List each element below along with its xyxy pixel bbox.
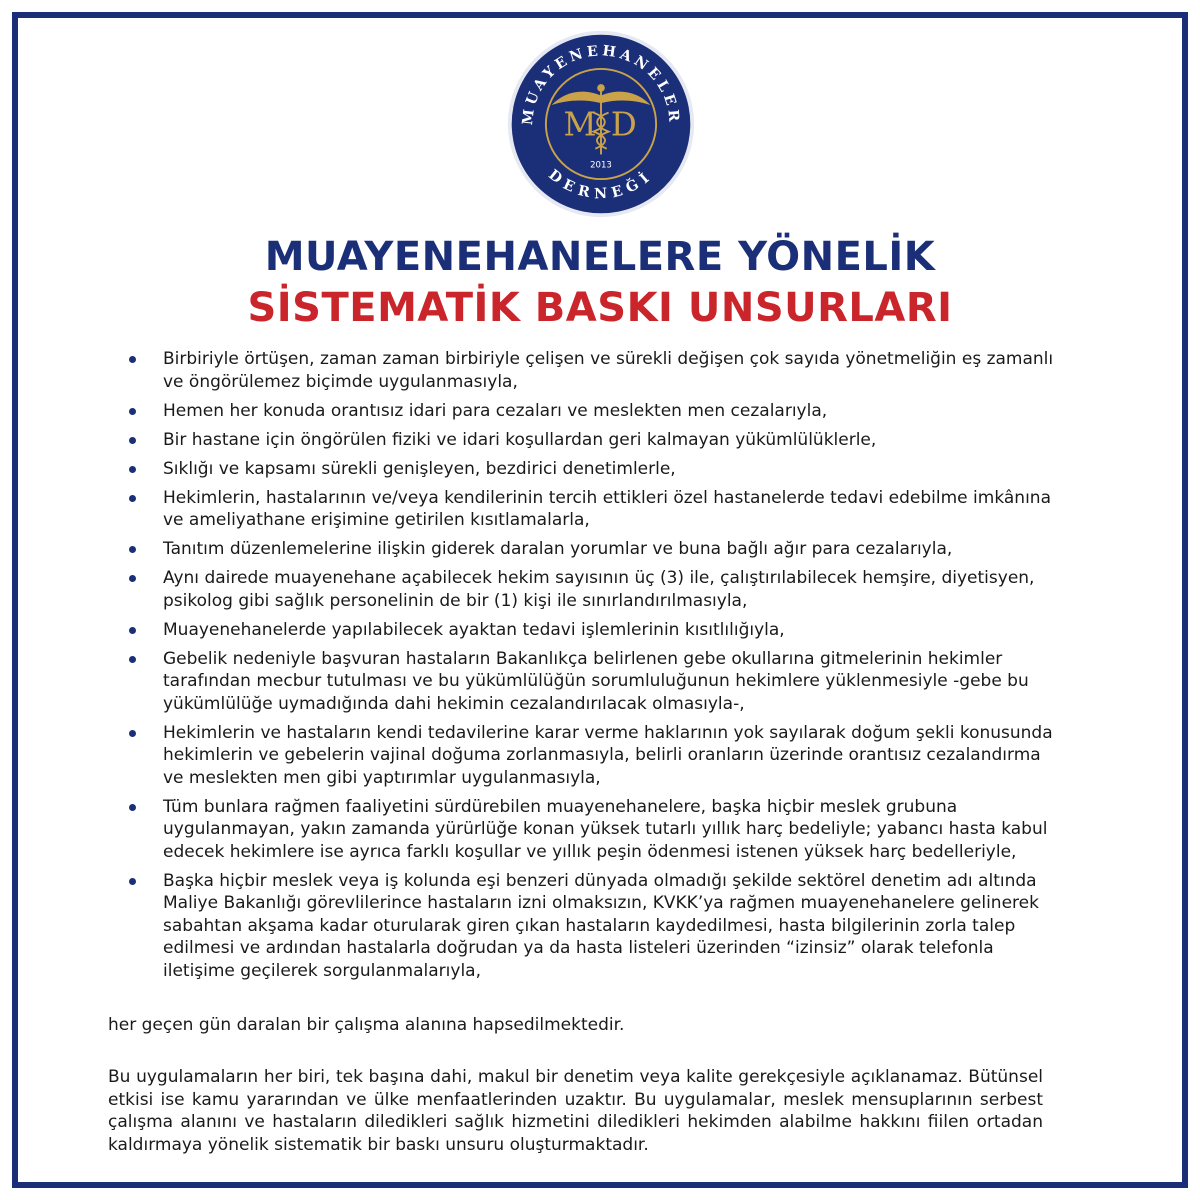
list-item-text: Muayenehanelerde yapılabilecek ayaktan tedavi işlemlerinin kısıtlılığıyla,	[163, 619, 785, 640]
bullet-icon	[129, 546, 136, 553]
bullet-list	[108, 348, 1058, 989]
summary-paragraph: Bu uygulamaların her biri, tek başına dahi, makul bir denetim veya kalite gerekçesiyle açıklanamaz. Bütünsel etkisi ise kamu yararından ve ülke menfaatlerinden uzaktır. Bu uygulamalar, meslek mensuplarının serbest çalışma alanını ve hastaların diledikleri sağlık hizmetini diledikleri hekimden alabilme hakkını fiilen ortadan kaldırmaya yönelik sistematik bir baskı unsuru oluşturmaktadır.	[108, 1067, 1043, 1155]
bullet-icon	[129, 575, 136, 582]
bullet-icon	[129, 627, 136, 634]
closing-sentence: her geçen gün daralan bir çalışma alanına hapsedilmektedir.	[108, 1015, 625, 1035]
list-item	[108, 648, 1058, 716]
bullet-icon	[129, 730, 136, 737]
list-item-text: Hemen her konuda orantısız idari para cezaları ve meslekten men cezalarıyla,	[163, 400, 828, 421]
list-item	[108, 619, 1058, 642]
bullet-icon	[129, 656, 136, 663]
bullet-icon	[129, 495, 136, 502]
list-item-text: Gebelik nedeniyle başvuran hastaların Bakanlıkça belirlenen gebe okullarına gitmelerinin hekimler tarafından mecbur tutulması ve bu yükümlülüğün sorumluluğunun hekimlere yüklenmesiyle -gebe bu yükümlülüğe uymadığında dahi hekimin cezalandırılacak olmasıyla-,	[163, 648, 1029, 714]
list-item	[108, 567, 1058, 612]
list-item	[108, 796, 1058, 864]
bullet-icon	[129, 466, 136, 473]
list-item	[108, 722, 1058, 790]
list-item	[108, 538, 1058, 561]
title-line-1: MUAYENEHANELERE YÖNELİK	[264, 234, 936, 280]
list-item-text: Hekimlerin ve hastaların kendi tedavilerine karar verme haklarının yok sayılarak doğum şekli konusunda hekimlerin ve gebelerin vajinal doğuma zorlanmasıyla, belirli oranların üzerinde orantısız cezalandırma ve meslekten men gibi yaptırımlar uygulanmasıyla,	[163, 722, 1053, 788]
list-item	[108, 458, 1058, 481]
list-item-text: Başka hiçbir meslek veya iş kolunda eşi benzeri dünyada olmadığı şekilde sektörel denetim adı altında Maliye Bakanlığı görevlilerince hastaların izni olmaksızın, KVKK’ya rağmen muayenehanelere gelinerek sabahtan akşama kadar oturularak giren çıkan hastaların kaydedilmesi, hasta bilgilerinin zorla talep edilmesi ve ardından hastalarla doğrudan ya da hasta listeleri üzerinden “izinsiz” olarak telefonla iletişime geçilerek sorgulanmalarıyla,	[163, 870, 1039, 981]
title-line-2: SİSTEMATİK BASKI UNSURLARI	[247, 285, 953, 331]
list-item-text: Aynı dairede muayenehane açabilecek hekim sayısının üç (3) ile, çalıştırılabilecek hemşire, diyetisyen, psikolog gibi sağlık personelinin de bir (1) kişi ile sınırlandırılmasıyla,	[163, 568, 1035, 611]
list-item-text: Bir hastane için öngörülen fiziki ve idari koşullardan geri kalmayan yükümlülüklerle,	[163, 429, 877, 450]
list-item-text: Birbiriyle örtüşen, zaman zaman birbiriyle çelişen ve sürekli değişen çok sayıda yönetmeliğin eş zamanlı ve öngörülemez biçimde uygulanmasıyla,	[163, 349, 1054, 392]
bullet-icon	[129, 804, 136, 811]
list-item	[108, 400, 1058, 423]
list-item-text: Hekimlerin, hastalarının ve/veya kendilerinin tercih ettikleri özel hastanelerde tedavi edebilme imkânına ve ameliyathane erişimine getirilen kısıtlamalarla,	[163, 487, 1051, 530]
list-item-text: Tanıtım düzenlemelerine ilişkin giderek daralan yorumlar ve buna bağlı ağır para cezalarıyla,	[163, 539, 953, 559]
list-item	[108, 487, 1058, 532]
logo-initial-m: M	[563, 105, 597, 144]
list-item-text: Sıklığı ve kapsamı sürekli genişleyen, bezdirici denetimlerle,	[163, 458, 676, 479]
logo-year: 2013	[590, 160, 612, 171]
bullet-icon	[129, 437, 136, 444]
bullet-icon	[129, 408, 136, 415]
logo-text-bottom: DERNEĞİ	[545, 166, 657, 203]
bullet-icon	[129, 878, 136, 885]
association-logo	[506, 29, 696, 219]
list-item	[108, 870, 1058, 983]
logo-initial-d: D	[610, 105, 637, 144]
bullet-icon	[129, 356, 136, 363]
list-item-text: Tüm bunlara rağmen faaliyetini sürdürebilen muayenehanelere, başka hiçbir meslek grubuna uygulanmayan, yakın zamanda yürürlüğe konan yüksek tutarlı yıllık harç bedeliyle; yabancı hasta kabul edecek hekimlere ise ayrıca farklı koşullar ve yıllık peşin ödenmesi istenen yüksek harç bedelleriyle,	[163, 796, 1048, 862]
list-item	[108, 348, 1058, 393]
logo-text-top: MUAYENEHANELER	[520, 43, 682, 126]
list-item	[108, 429, 1058, 452]
